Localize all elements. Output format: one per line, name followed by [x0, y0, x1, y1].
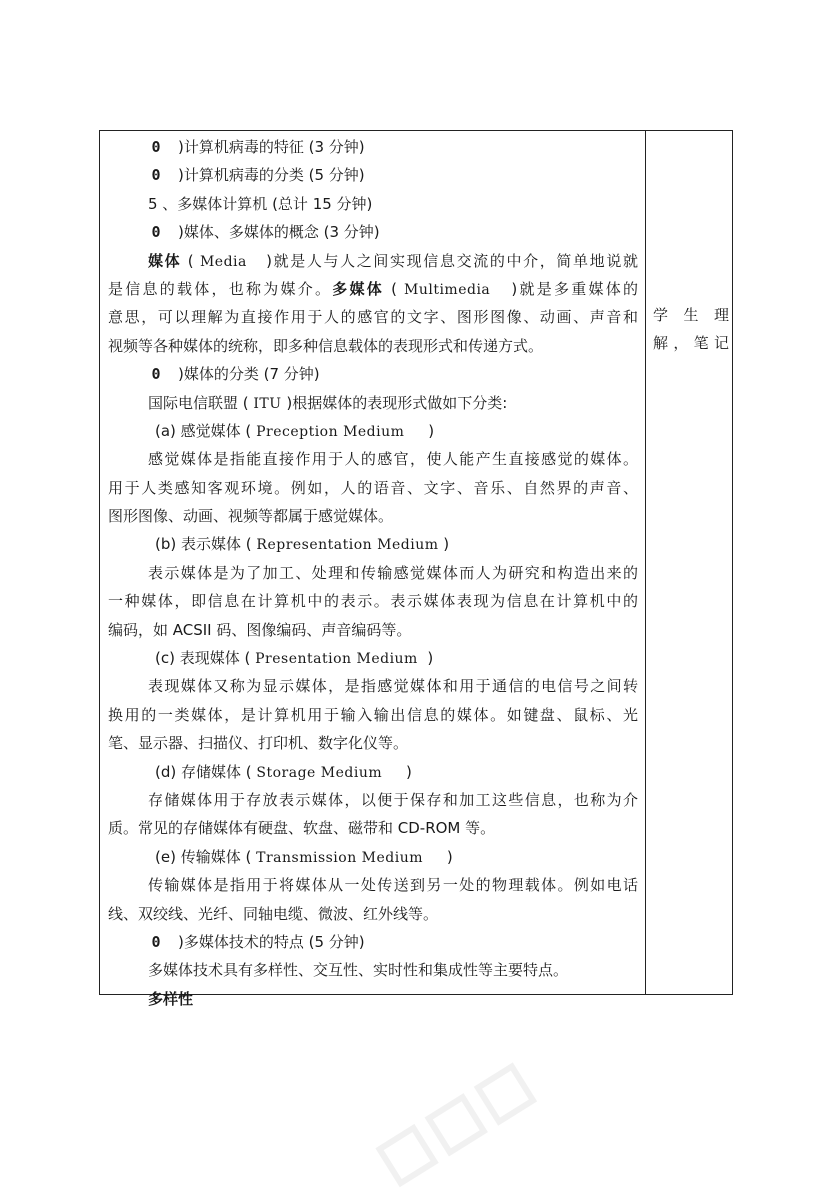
paragraph-line: 编码，如 ACSII 码、图像编码、声音编码等。 — [108, 620, 412, 639]
media-classification-heading: 0 )媒体的分类 (7 分钟) — [108, 360, 638, 388]
column-divider — [645, 131, 646, 994]
type-heading-transmission: (e) 传输媒体 ( Transmission Medium ) — [155, 847, 453, 866]
features-summary: 多媒体技术具有多样性、交互性、实时性和集成性等主要特点。 — [148, 961, 569, 980]
virus-classes-heading: 0 )计算机病毒的分类 (5 分钟) — [108, 161, 638, 189]
circled-number-marker: 0 — [151, 365, 161, 384]
lesson-table — [99, 130, 733, 1008]
paragraph-line: 图形图像、动画、视频等都属于感觉媒体。 — [108, 507, 394, 526]
term-media: 媒体 — [148, 251, 182, 270]
type-heading-presentation: (c) 表现媒体 ( Presentation Medium ) — [155, 649, 434, 668]
circled-number-marker: 0 — [151, 932, 161, 951]
media-definition-line-1: 媒体 ( Media )就是人与人之间实现信息交流的中介，简单地说就 — [148, 251, 638, 270]
paragraph-line: 存储媒体用于存放表示媒体，以便于保存和加工这些信息，也称为介 — [148, 790, 638, 809]
circled-number-marker: 0 — [151, 166, 161, 185]
watermark-shape — [371, 1026, 589, 1193]
type-heading-storage: (d) 存储媒体 ( Storage Medium ) — [155, 762, 412, 781]
multimedia-section-heading: 5 、多媒体计算机 (总计 15 分钟) — [148, 194, 373, 213]
media-concept-heading: 0 )媒体、多媒体的概念 (3 分钟) — [108, 218, 638, 246]
circled-number-marker: 0 — [151, 223, 161, 242]
paragraph-line: 用于人类感知客观环境。例如，人的语音、文字、音乐、自然界的声音、 — [108, 478, 638, 497]
type-heading-perception: (a) 感觉媒体 ( Preception Medium ) — [155, 421, 435, 440]
virus-features-heading: 0 )计算机病毒的特征 (3 分钟) — [108, 133, 638, 161]
paragraph-line: 表现媒体又称为显示媒体，是指感觉媒体和用于通信的电信号之间转 — [148, 677, 638, 696]
media-definition-line-4: 视频等各种媒体的统称，即多种信息载体的表现形式和传递方式。 — [108, 336, 544, 355]
paragraph-line: 换用的一类媒体，是计算机用于输入输出信息的媒体。如键盘、鼠标、光 — [108, 705, 638, 724]
term-multimedia: 多媒体 — [332, 279, 385, 298]
paragraph-line: 笔、显示器、扫描仪、打印机、数字化仪等。 — [108, 734, 409, 753]
type-heading-representation: (b) 表示媒体 ( Representation Medium ) — [155, 535, 450, 554]
circled-number-marker: 0 — [151, 138, 161, 156]
paragraph-line: 感觉媒体是指能直接作用于人的感官，使人能产生直接感觉的媒体。 — [148, 450, 638, 469]
paragraph-line: 一种媒体，即信息在计算机中的表示。表示媒体表现为信息在计算机中的 — [108, 592, 638, 611]
paragraph-line: 传输媒体是指用于将媒体从一处传送到另一处的物理载体。例如电话 — [148, 876, 638, 895]
multimedia-features-heading: 0 )多媒体技术的特点 (5 分钟) — [108, 928, 638, 956]
itu-intro: 国际电信联盟 ( ITU )根据媒体的表现形式做如下分类: — [148, 393, 508, 412]
side-note-line-2: 解，笔记 — [653, 334, 729, 353]
lesson-content-cell — [108, 133, 638, 1013]
diversity-subheading: 多样性 — [148, 989, 194, 1008]
faint-watermark — [371, 1026, 589, 1193]
paragraph-line: 线、双绞线、光纤、同轴电缆、微波、红外线等。 — [108, 904, 439, 923]
paragraph-line: 质。常见的存储媒体有硬盘、软盘、磁带和 CD-ROM 等。 — [108, 819, 496, 838]
media-definition-line-3: 意思，可以理解为直接作用于人的感官的文字、图形图像、动画、声音和 — [108, 308, 638, 327]
side-note-line-1: 学 生 理 — [653, 306, 729, 324]
media-definition-line-2: 是信息的载体，也称为媒介。多媒体 ( Multimedia )就是多重媒体的 — [108, 279, 638, 298]
student-activity-cell — [653, 301, 729, 358]
paragraph-line: 表示媒体是为了加工、处理和传输感觉媒体而人为研究和构造出来的 — [148, 563, 638, 582]
